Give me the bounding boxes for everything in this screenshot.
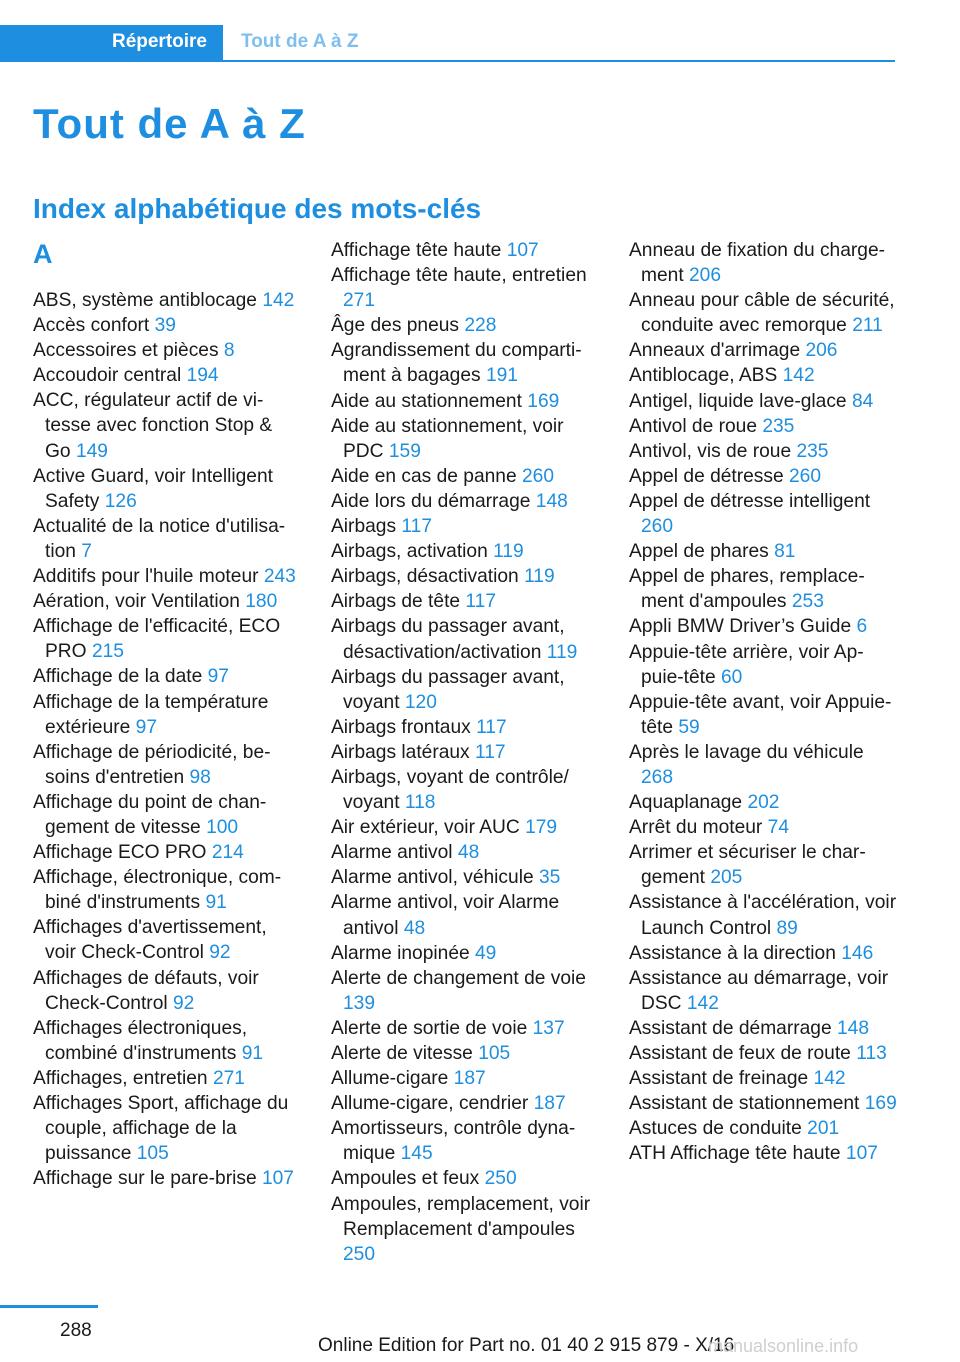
- entry-term: Anneau de fixation du chargement: [629, 240, 886, 287]
- index-entry: [629, 363, 899, 388]
- section-title: Index alphabétique des mots-clés: [33, 193, 482, 224]
- index-entry: [331, 1166, 599, 1191]
- entry-page-link[interactable]: 187: [533, 1093, 566, 1115]
- index-entry: [331, 665, 599, 715]
- entry-page-link[interactable]: 142: [782, 365, 815, 387]
- entry-page-link[interactable]: 202: [747, 792, 780, 814]
- entry-page-link[interactable]: 235: [762, 415, 795, 437]
- entry-page-link[interactable]: 271: [343, 290, 376, 312]
- index-entry: [33, 1066, 301, 1091]
- entry-term: Airbags du passager avant, désactivation/activation: [331, 616, 565, 663]
- entry-term: Assistant de freinage: [629, 1068, 809, 1090]
- entry-page-link[interactable]: 243: [263, 566, 296, 588]
- index-entry: [331, 1091, 599, 1116]
- entry-term: Affichages Sport, affichage du couple, affichage de la puissance: [33, 1093, 289, 1165]
- index-entry: [629, 790, 899, 815]
- entry-term: Affichages d'avertissement, voir Check-Control: [33, 917, 267, 964]
- entry-term: Accoudoir central: [33, 365, 182, 387]
- index-entry: [33, 514, 301, 564]
- entry-page-link[interactable]: 89: [776, 917, 798, 939]
- entry-page-link[interactable]: 268: [641, 766, 674, 788]
- entry-term: Assistant de démarrage: [629, 1017, 832, 1039]
- entry-page-link[interactable]: 48: [457, 842, 480, 864]
- index-entry: [33, 1166, 301, 1191]
- index-entry: [331, 1066, 599, 1091]
- index-entry: [33, 338, 301, 363]
- entry-page-link[interactable]: 107: [506, 240, 539, 261]
- entry-page-link[interactable]: 250: [343, 1243, 376, 1265]
- entry-page-link[interactable]: 84: [851, 390, 874, 412]
- entry-term: Additifs pour l'huile moteur: [33, 566, 259, 588]
- index-entry: [33, 966, 301, 1016]
- entry-term: Alerte de vitesse: [331, 1043, 473, 1064]
- entry-page-link[interactable]: 146: [841, 942, 874, 964]
- entry-term: Aquaplanage: [629, 792, 743, 814]
- index-entry: [33, 1016, 301, 1066]
- entry-term: Appel de détresse intelligent: [629, 490, 871, 512]
- entry-term: ATH Affichage tête haute: [629, 1143, 841, 1165]
- entry-page-link[interactable]: 92: [172, 992, 195, 1014]
- index-entry: [331, 589, 599, 614]
- entry-term: Airbags latéraux: [331, 741, 470, 763]
- entry-page-link[interactable]: 92: [209, 942, 231, 964]
- entry-page-link[interactable]: 107: [261, 1168, 294, 1190]
- index-entry: [629, 1116, 899, 1141]
- entry-term: Aide en cas de panne: [331, 465, 517, 487]
- entry-term: Affichage du point de changement de vitesse: [33, 791, 267, 838]
- page-title: Tout de A à Z: [33, 100, 306, 147]
- index-entry: [331, 1016, 599, 1041]
- entry-page-link[interactable]: 235: [796, 440, 829, 462]
- entry-page-link[interactable]: 118: [404, 792, 436, 814]
- index-entry: [331, 338, 599, 388]
- entry-page-link[interactable]: 260: [641, 516, 674, 538]
- entry-term: Appli BMW Driver’s Guide: [629, 616, 852, 638]
- entry-page-link[interactable]: 91: [205, 892, 227, 914]
- entry-page-link[interactable]: 97: [207, 666, 229, 688]
- entry-page-link[interactable]: 48: [403, 917, 426, 939]
- entry-term: Appel de phares: [629, 541, 769, 563]
- edition-info: Online Edition for Part no. 01 40 2 915 879 - X/16: [318, 1335, 735, 1356]
- entry-term: Affichages, entretien: [33, 1067, 208, 1089]
- entry-term: Affichage ECO PRO: [33, 842, 207, 864]
- entry-term: Ampoules, remplacement, voir Remplacement d'ampoules: [331, 1193, 591, 1240]
- entry-page-link[interactable]: 107: [845, 1143, 878, 1165]
- index-entry: [33, 589, 301, 614]
- index-entry: [629, 464, 899, 489]
- index-entry: [629, 389, 899, 414]
- entry-page-link[interactable]: 117: [476, 716, 507, 738]
- entry-page-link[interactable]: 179: [525, 817, 558, 839]
- entry-term: Active Guard, voir Intelligent Safety: [33, 465, 273, 512]
- entry-page-link[interactable]: 159: [388, 440, 421, 462]
- index-column-3: [629, 238, 899, 1166]
- index-entry: [331, 263, 599, 313]
- index-entry: [33, 865, 301, 915]
- entry-page-link[interactable]: 126: [104, 490, 137, 512]
- entry-term: Alerte de sortie de voie: [331, 1017, 528, 1039]
- index-entry: [629, 539, 899, 564]
- entry-term: Alarme antivol, voir Alarme antivol: [331, 892, 560, 939]
- entry-term: Airbags de tête: [331, 591, 461, 613]
- entry-term: Affichages de défauts, voir Check-Control: [33, 967, 259, 1014]
- entry-page-link[interactable]: 194: [186, 365, 219, 387]
- entry-page-link[interactable]: 180: [245, 591, 278, 613]
- index-entry: [629, 966, 899, 1016]
- entry-term: Après le lavage du véhicule: [629, 741, 864, 763]
- entry-term: Affichage tête haute: [331, 240, 502, 261]
- entry-term: Aide au stationnement, voir PDC: [331, 415, 564, 462]
- index-entry: [331, 539, 599, 564]
- index-entry: [331, 238, 599, 263]
- entry-term: Antivol, vis de roue: [629, 440, 792, 462]
- index-entry: [629, 840, 899, 890]
- entry-page-link[interactable]: 211: [852, 315, 883, 337]
- entry-term: Anneau pour câble de sécurité, conduite avec remorque: [629, 290, 895, 337]
- index-entry: [629, 489, 899, 539]
- index-entry: [331, 840, 599, 865]
- index-entry: [33, 464, 301, 514]
- entry-page-link[interactable]: 191: [485, 365, 518, 387]
- entry-page-link[interactable]: 119: [524, 566, 555, 588]
- entry-term: Assistance à la direction: [629, 942, 836, 964]
- entry-term: Affichage, électronique, combiné d'instruments: [33, 867, 282, 914]
- entry-term: Aération, voir Ventilation: [33, 591, 240, 613]
- entry-term: Arrêt du moteur: [629, 817, 763, 839]
- entry-page-link[interactable]: 148: [836, 1017, 869, 1039]
- entry-term: Alarme inopinée: [331, 942, 470, 964]
- index-entry: [33, 564, 301, 589]
- entry-term: Alarme antivol, véhicule: [331, 867, 534, 889]
- index-entry: [629, 1066, 899, 1091]
- entry-page-link[interactable]: 100: [206, 816, 239, 838]
- entry-page-link[interactable]: 49: [475, 942, 497, 964]
- footer-rule: [0, 1305, 98, 1308]
- entry-term: Accès confort: [33, 315, 150, 337]
- entry-page-link[interactable]: 74: [767, 817, 789, 839]
- entry-term: Accessoires et pièces: [33, 340, 219, 362]
- entry-page-link[interactable]: 169: [864, 1093, 897, 1115]
- entry-term: Appel de phares, remplacement d'ampoules: [629, 566, 865, 613]
- index-entry: [629, 439, 899, 464]
- entry-page-link[interactable]: 8: [223, 340, 235, 362]
- index-entry: [331, 941, 599, 966]
- entry-page-link[interactable]: 97: [135, 716, 158, 738]
- entry-page-link[interactable]: 98: [189, 766, 211, 788]
- index-entry: [629, 614, 899, 639]
- index-entry: [629, 288, 899, 338]
- index-entry: [331, 966, 599, 1016]
- index-entry: [331, 740, 599, 765]
- entry-term: Airbags, voyant de contrôle/ voyant: [331, 766, 569, 814]
- entry-page-link[interactable]: 145: [400, 1143, 433, 1165]
- entry-term: ABS, système antiblocage: [33, 290, 257, 311]
- entry-term: Assistant de feux de route: [629, 1043, 851, 1064]
- index-entry: [331, 313, 599, 338]
- entry-term: Airbags, désactivation: [331, 566, 519, 588]
- index-entry: [629, 815, 899, 840]
- index-entry: [331, 865, 599, 890]
- index-entry: [331, 1041, 599, 1066]
- entry-page-link[interactable]: 137: [532, 1017, 565, 1039]
- entry-page-link[interactable]: 206: [689, 265, 722, 287]
- index-entry: [629, 740, 899, 790]
- entry-page-link[interactable]: 113: [856, 1043, 887, 1064]
- entry-term: Antiblocage, ABS: [629, 365, 778, 387]
- entry-page-link[interactable]: 59: [678, 716, 700, 738]
- entry-term: Anneaux d'arrimage: [629, 340, 801, 362]
- index-entry: [33, 1091, 301, 1166]
- tab-tout-de-a-a-z[interactable]: Tout de A à Z: [241, 31, 359, 52]
- entry-page-link[interactable]: 117: [465, 591, 497, 613]
- index-entry: [33, 690, 301, 740]
- index-column-1: [33, 238, 301, 1191]
- header-rule: [0, 60, 895, 62]
- entry-page-link[interactable]: 260: [789, 465, 822, 487]
- entry-page-link[interactable]: 149: [75, 440, 108, 462]
- entry-term: Ampoules et feux: [331, 1168, 480, 1190]
- index-entry: [331, 614, 599, 664]
- index-entry: [629, 941, 899, 966]
- index-entry: [629, 1141, 899, 1166]
- index-entry: [629, 564, 899, 614]
- index-entry: [331, 1116, 599, 1166]
- entry-page-link[interactable]: 205: [710, 867, 743, 889]
- index-entry: [331, 414, 599, 464]
- entry-page-link[interactable]: 271: [212, 1067, 245, 1089]
- entry-term: Antivol de roue: [629, 415, 757, 437]
- entry-page-link[interactable]: 81: [774, 541, 796, 563]
- entry-page-link[interactable]: 35: [538, 867, 561, 889]
- entry-term: ACC, régulateur actif de vitesse avec fonction Stop & Go: [33, 390, 273, 462]
- entry-term: Amortisseurs, contrôle dynamique: [331, 1118, 576, 1165]
- index-entry: [629, 1041, 899, 1066]
- index-entry: [331, 489, 599, 514]
- entry-page-link[interactable]: 142: [686, 992, 719, 1014]
- entry-page-link[interactable]: 105: [478, 1043, 511, 1064]
- index-entry: [33, 288, 301, 313]
- entry-term: Aide lors du démarrage: [331, 490, 531, 512]
- entry-term: Airbags: [331, 516, 397, 538]
- entry-term: Astuces de conduite: [629, 1118, 802, 1140]
- index-entry: [331, 1192, 599, 1267]
- index-entry: [629, 890, 899, 940]
- index-entry: [629, 640, 899, 690]
- entry-term: Actualité de la notice d'utilisation: [33, 515, 286, 562]
- index-entry: [331, 389, 599, 414]
- entry-term: Aide au stationnement: [331, 390, 522, 412]
- tab-repertoire[interactable]: Répertoire: [0, 25, 223, 62]
- entry-term: Agrandissement du compartiment à bagages: [331, 340, 582, 387]
- index-entry: [33, 363, 301, 388]
- entry-page-link[interactable]: 169: [527, 390, 560, 412]
- entry-term: Airbags du passager avant, voyant: [331, 666, 565, 713]
- index-entry: [331, 765, 599, 815]
- entry-term: Airbags, activation: [331, 541, 488, 563]
- entry-term: Affichage de périodicité, besoins d'entretien: [33, 741, 271, 788]
- index-entry: [331, 464, 599, 489]
- entry-page-link[interactable]: 6: [856, 616, 868, 638]
- entry-page-link[interactable]: 60: [721, 666, 743, 688]
- page-number: 288: [60, 1320, 92, 1341]
- entry-page-link[interactable]: 119: [546, 641, 578, 663]
- entry-term: Âge des pneus: [331, 315, 460, 337]
- index-entry: [331, 890, 599, 940]
- index-entry: [629, 238, 899, 288]
- index-entry: [629, 414, 899, 439]
- entry-page-link[interactable]: 148: [535, 490, 568, 512]
- index-entry: [629, 1016, 899, 1041]
- entry-page-link[interactable]: 119: [493, 541, 524, 563]
- entry-page-link[interactable]: 215: [91, 641, 124, 663]
- entry-term: Affichage de la température extérieure: [33, 691, 269, 738]
- entry-page-link[interactable]: 117: [401, 516, 432, 538]
- index-entry: [33, 664, 301, 689]
- entry-page-link[interactable]: 39: [154, 315, 176, 337]
- index-entry: [33, 388, 301, 463]
- entry-page-link[interactable]: 142: [813, 1068, 846, 1090]
- entry-term: Alarme antivol: [331, 842, 453, 864]
- entry-term: Antigel, liquide lave-glace: [629, 390, 847, 412]
- index-letter: A: [33, 239, 53, 269]
- entry-page-link[interactable]: 120: [404, 691, 437, 713]
- entry-term: Assistance à l'accélération, voir Launch Control: [629, 892, 897, 939]
- entry-term: Air extérieur, voir AUC: [331, 817, 520, 839]
- index-entry: [33, 840, 301, 865]
- index-entry: [331, 715, 599, 740]
- watermark: manualsonline.info: [708, 1336, 859, 1356]
- entry-page-link[interactable]: 105: [136, 1143, 169, 1165]
- index-entry: [33, 790, 301, 840]
- entry-page-link[interactable]: 253: [791, 591, 824, 613]
- entry-page-link[interactable]: 139: [343, 992, 376, 1014]
- index-entry: [33, 614, 301, 664]
- index-entry: [33, 313, 301, 338]
- entry-term: Affichage de la date: [33, 666, 203, 688]
- entry-page-link[interactable]: 187: [453, 1068, 486, 1090]
- index-entry: [629, 1091, 899, 1116]
- index-entry: [331, 564, 599, 589]
- entry-page-link[interactable]: 206: [805, 340, 838, 362]
- entry-term: Allume-cigare: [331, 1068, 449, 1090]
- entry-page-link[interactable]: 228: [464, 315, 497, 337]
- entry-term: Airbags frontaux: [331, 716, 471, 738]
- entry-page-link[interactable]: 260: [521, 465, 554, 487]
- entry-page-link[interactable]: 250: [484, 1168, 517, 1190]
- entry-term: Assistant de stationnement: [629, 1093, 860, 1115]
- entry-page-link[interactable]: 214: [211, 842, 244, 864]
- index-entry: [33, 915, 301, 965]
- index-column-2: [331, 238, 599, 1267]
- index-entry: [331, 815, 599, 840]
- entry-page-link[interactable]: 7: [81, 540, 92, 562]
- entry-term: Appuie-tête arrière, voir Appuie-tête: [629, 641, 864, 688]
- entry-term: Affichage sur le pare-brise: [33, 1168, 257, 1190]
- index-entry: [629, 690, 899, 740]
- entry-page-link[interactable]: 142: [262, 290, 295, 311]
- index-entry: [629, 338, 899, 363]
- entry-page-link[interactable]: 117: [475, 741, 506, 763]
- entry-term: Appel de détresse: [629, 465, 784, 487]
- entry-term: Assistance au démarrage, voir DSC: [629, 967, 889, 1014]
- entry-term: Affichages électroniques, combiné d'instruments: [33, 1017, 248, 1064]
- index-entry: [33, 740, 301, 790]
- entry-page-link[interactable]: 201: [807, 1118, 840, 1140]
- entry-term: Affichage tête haute, entretien: [331, 265, 587, 287]
- index-entry: [331, 514, 599, 539]
- entry-term: Alerte de changement de voie: [331, 967, 586, 989]
- entry-term: Appuie-tête avant, voir Appuie-tête: [629, 691, 892, 738]
- entry-page-link[interactable]: 91: [241, 1042, 264, 1064]
- entry-term: Affichage de l'efficacité, ECO PRO: [33, 616, 281, 663]
- entry-term: Arrimer et sécuriser le chargement: [629, 842, 866, 889]
- entry-term: Allume-cigare, cendrier: [331, 1093, 529, 1115]
